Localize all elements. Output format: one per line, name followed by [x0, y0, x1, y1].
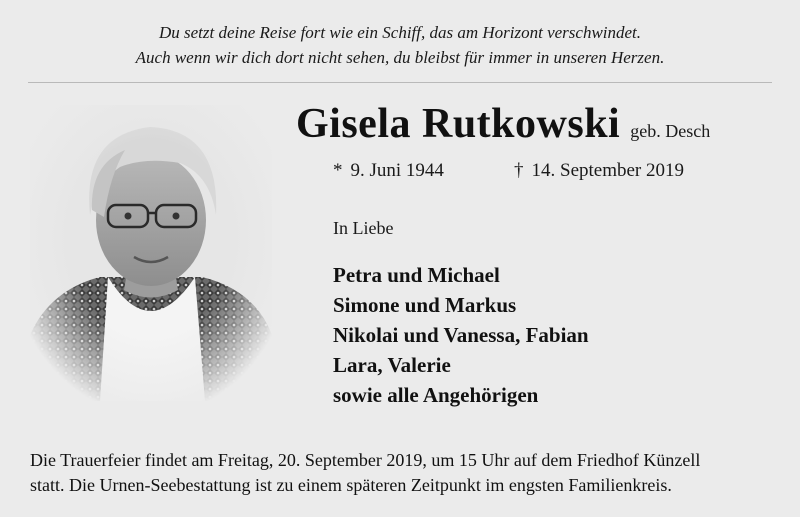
mourner-item: sowie alle Angehörigen: [333, 383, 539, 407]
death-date-line: [514, 160, 684, 182]
divider: [28, 82, 772, 83]
quote-line-2: Auch wenn wir dich dort nicht sehen, du bleibst für immer in unseren Herzen.: [135, 48, 665, 67]
mourner-item: Petra und Michael: [333, 263, 500, 287]
mourner-item: Simone und Markus: [333, 293, 517, 317]
birth-symbol: *: [333, 160, 343, 181]
memorial-quote: [0, 20, 800, 70]
mourner-item: Nikolai und Vanessa, Fabian: [333, 323, 589, 347]
death-date: 14. September 2019: [531, 160, 685, 181]
portrait-image: [30, 105, 272, 401]
funeral-notice-line-2: statt. Die Urnen-Seebestattung ist zu einem späteren Zeitpunkt im engsten Familienkreis.: [30, 475, 672, 495]
maiden-name: geb. Desch: [630, 121, 711, 141]
quote-line-1: Du setzt deine Reise fort wie ein Schiff, das am Horizont verschwindet.: [158, 23, 642, 42]
in-love-label: In Liebe: [333, 218, 394, 238]
mourners-list: [333, 260, 589, 410]
name-line: [296, 100, 710, 148]
mourner-item: Lara, Valerie: [333, 353, 451, 377]
birth-date: 9. Juni 1944: [350, 160, 444, 181]
funeral-notice-line-1: Die Trauerfeier findet am Freitag, 20. September 2019, um 15 Uhr auf dem Friedhof Künzell: [30, 450, 701, 470]
deceased-name: Gisela Rutkowski: [296, 101, 621, 147]
birth-date-line: [333, 160, 444, 182]
funeral-notice: [30, 448, 780, 498]
portrait-photo: [30, 105, 272, 401]
death-symbol: †: [514, 160, 524, 181]
